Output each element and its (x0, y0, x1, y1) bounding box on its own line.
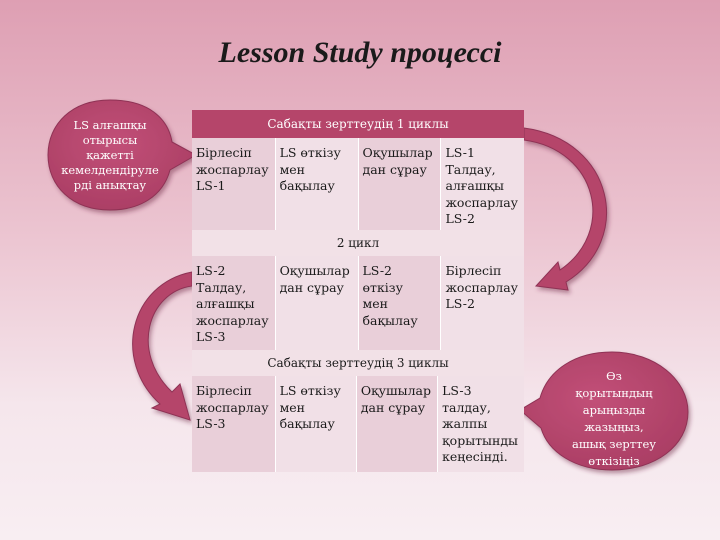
cell-line: жоспарлау (445, 279, 518, 295)
right-callout-line: Өз (606, 369, 622, 383)
cycle3-row (192, 376, 524, 472)
cell-line: Оқушылар (279, 263, 350, 278)
cell-line: жоспарлау (196, 399, 269, 415)
right-callout-text (548, 368, 680, 470)
cell-line: дан сұрау (362, 161, 427, 177)
right-callout-line: жазыңыз, (584, 420, 644, 434)
cycle2-step-3 (358, 256, 441, 350)
cell-line: жалпы (442, 416, 488, 431)
cycle2-step-2 (275, 256, 358, 350)
cycle1-step-4 (440, 138, 524, 230)
cell-line: Бірлесіп (445, 263, 502, 278)
cell-line: дан сұрау (360, 399, 426, 415)
cell-line: талдау, (442, 399, 491, 415)
cell-line: алғашқы (196, 296, 255, 311)
cell-line: Бірлесіп (196, 145, 252, 160)
cycle3-label: Сабақты зерттеудің 3 циклы (192, 350, 524, 376)
cell-line: бақылау (279, 416, 335, 431)
cell-line: Бірлесіп (196, 383, 252, 398)
cell-line: LS өткізу (279, 145, 341, 160)
cycle2-label: 2 цикл (192, 230, 524, 256)
right-callout-line: ашық зерттеу (571, 437, 657, 451)
left-callout-line: кемелдендіруле (61, 163, 159, 177)
cell-line: мен (279, 161, 306, 177)
slide-title: Lesson Study процессі (218, 36, 502, 69)
cell-line: Талдау, (445, 161, 496, 177)
cell-line: Оқушылар (362, 145, 433, 160)
cycle2-row (192, 256, 524, 350)
cell-line: LS-2 (445, 296, 475, 311)
cell-line: LS өткізу (279, 383, 341, 398)
cell-line: дан сұрау (279, 279, 344, 295)
cell-line: бақылау (362, 312, 418, 328)
left-callout-line: рді анықтау (73, 178, 147, 192)
cell-line: LS-2 (445, 211, 475, 226)
cell-line: LS-3 (196, 329, 226, 344)
cell-line: жоспарлау (445, 194, 518, 210)
left-callout-line: LS алғашқы (73, 118, 147, 132)
cell-line: бақылау (279, 178, 335, 193)
cycle1-header: Сабақты зерттеудің 1 циклы (192, 110, 524, 138)
cycle3-step-2 (275, 376, 356, 472)
cell-line: мен (362, 296, 388, 311)
curved-arrow-left (133, 272, 192, 420)
curved-arrow-right (524, 128, 607, 290)
left-callout-text (60, 118, 160, 193)
left-callout-line: қажетті (86, 148, 134, 162)
cycle1-step-3 (358, 138, 441, 230)
cycle3-step-3 (356, 376, 437, 472)
cell-line: LS-2 өткізу (362, 263, 403, 295)
cell-line: Талдау, (196, 279, 247, 295)
cell-line: жоспарлау (196, 312, 269, 328)
cell-line: LS-3 (196, 416, 226, 431)
cell-line: кеңесінді. (442, 449, 508, 464)
cycle1-step-1 (192, 138, 275, 230)
cell-line: Оқушылар (360, 383, 431, 398)
cycle1-step-2 (275, 138, 358, 230)
cycle3-step-4 (437, 376, 524, 472)
cell-line: мен (279, 399, 306, 415)
cell-line: LS-3 (442, 383, 472, 398)
right-callout-line: арыңызды (582, 403, 646, 417)
cell-line: LS-2 (196, 263, 226, 278)
right-callout-line: өткізіңіз (588, 454, 640, 468)
cell-line: алғашқы (445, 178, 504, 193)
cell-line: LS-1 (196, 178, 226, 193)
cycle1-row (192, 138, 524, 230)
cell-line: LS-1 (445, 145, 475, 160)
left-callout-line: отырысы (82, 133, 138, 147)
cell-line: қорытынды (442, 432, 518, 448)
cycle3-step-1 (192, 376, 275, 472)
cycle2-step-4 (440, 256, 524, 350)
cell-line: жоспарлау (196, 161, 269, 177)
cycle2-step-1 (192, 256, 275, 350)
right-callout-line: қорытындың (575, 386, 653, 400)
